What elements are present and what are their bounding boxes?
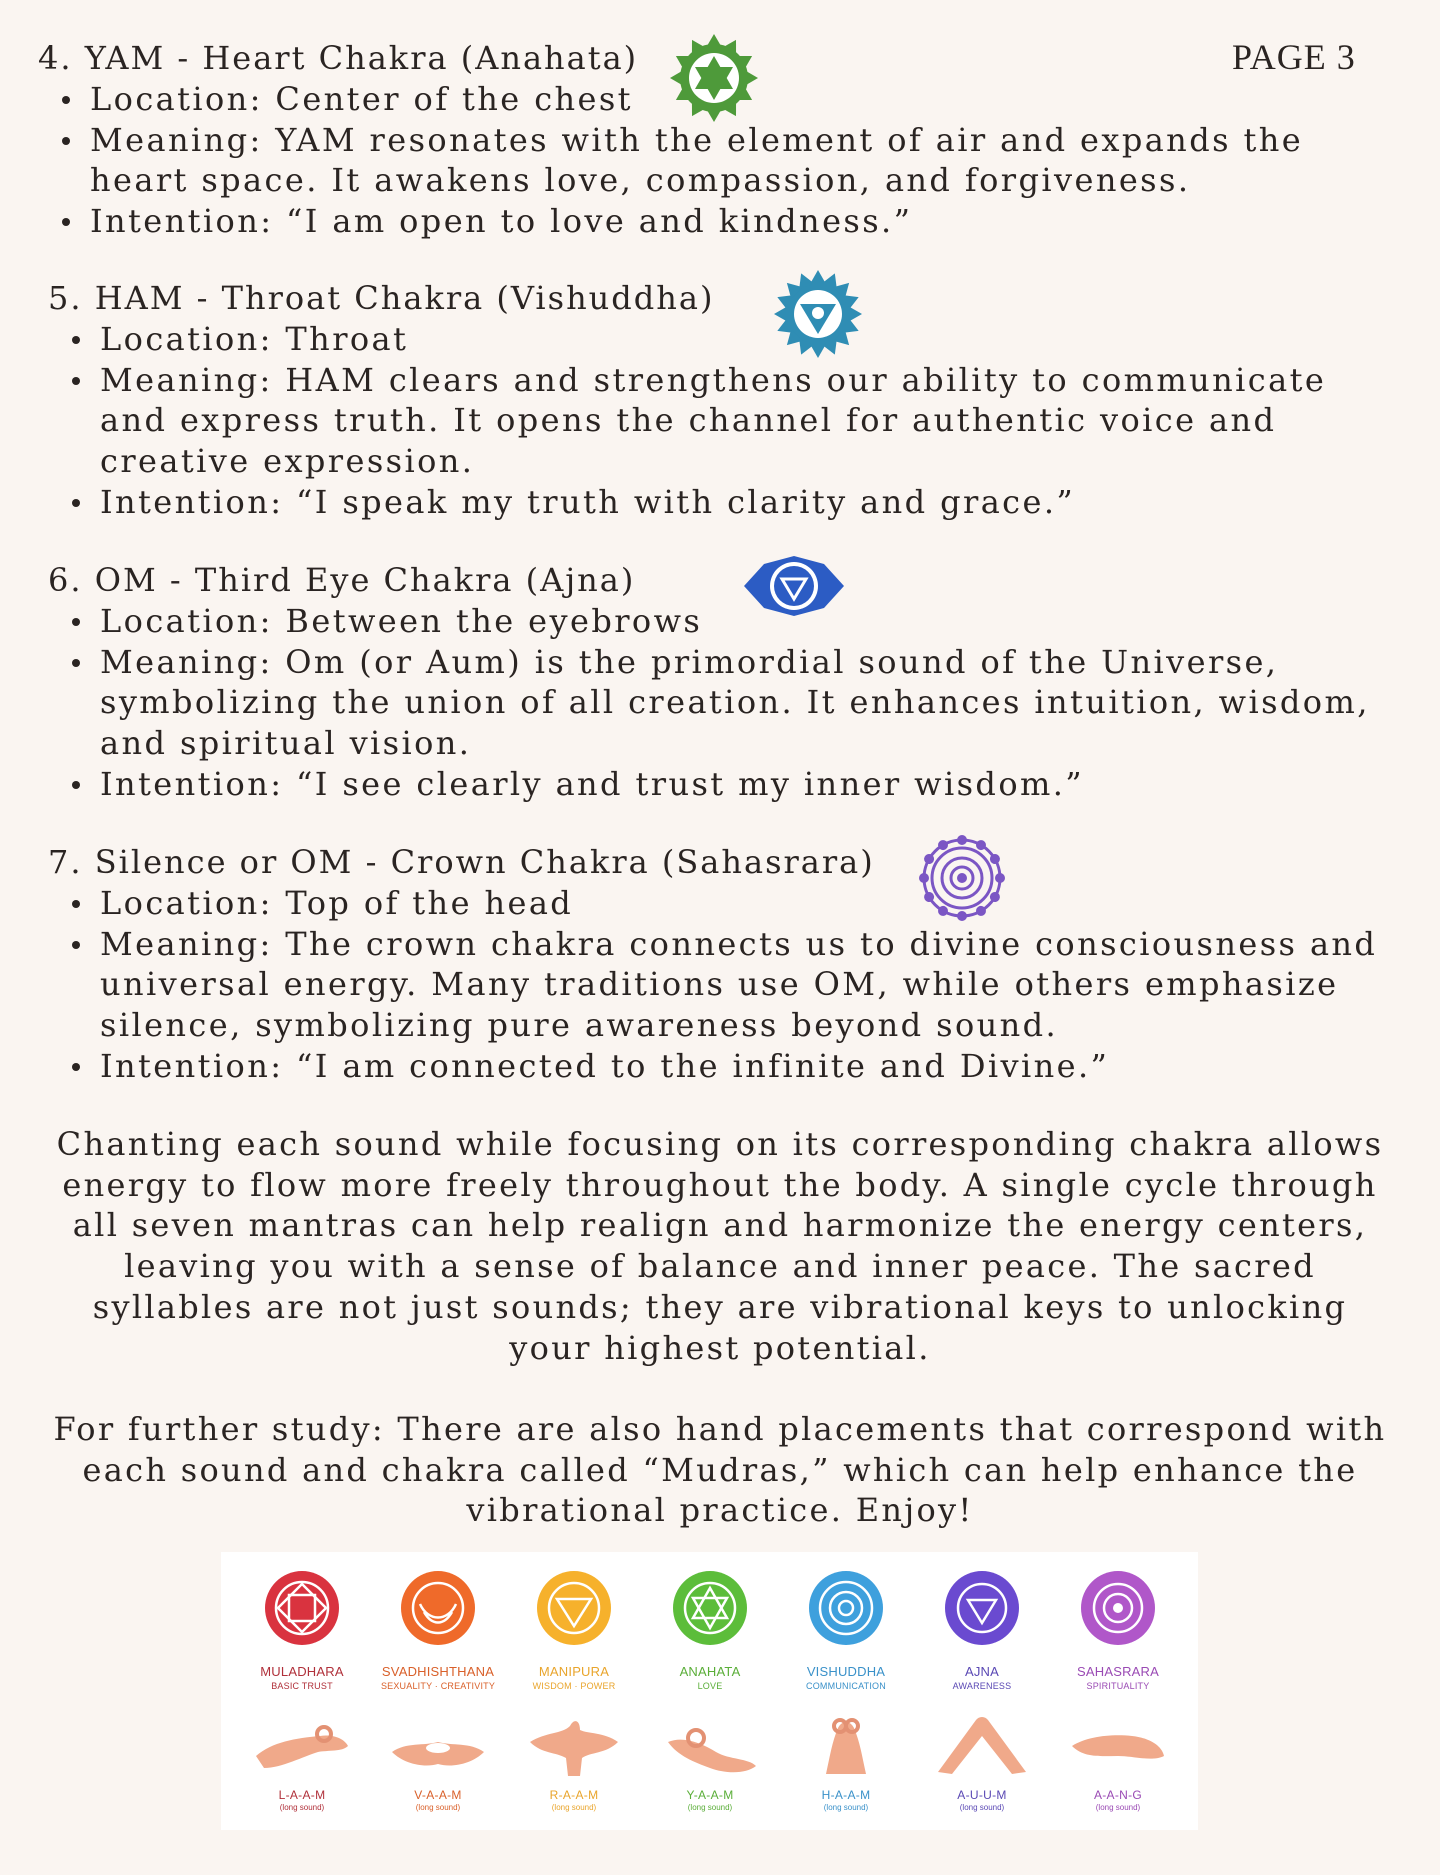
- sahasrara-mudra-hand-icon: [1068, 1712, 1168, 1778]
- chart-sound-sub: (long sound): [551, 1803, 597, 1812]
- chart-sublabel: COMMUNICATION: [806, 1681, 886, 1691]
- chart-label: SVADHISHTHANA: [381, 1664, 495, 1679]
- list-item: Intention: “I speak my truth with clarity and grace.”: [63, 482, 1326, 523]
- chart-sound: L-A-A-M: [278, 1788, 326, 1802]
- chart-sound: A-A-N-G: [1093, 1788, 1143, 1802]
- list-item: Meaning: HAM clears and strengthens our ability to communicate and express truth. It opens the channel for authentic voice and creative expression.: [63, 360, 1326, 482]
- section-title-throat-chakra: 5. HAM - Throat Chakra (Vishuddha): [48, 279, 715, 317]
- chart-sound-sub: (long sound): [279, 1803, 325, 1812]
- section-list-third-eye-chakra: [63, 601, 1370, 805]
- chart-sound: Y-A-A-M: [686, 1788, 734, 1802]
- manipura-icon: [536, 1570, 612, 1646]
- chart-label: MULADHARA: [260, 1664, 344, 1679]
- chart-sound-sub: (long sound): [1095, 1803, 1141, 1812]
- chart-sublabel: BASIC TRUST: [271, 1681, 333, 1691]
- vishuddha-icon: [808, 1570, 884, 1646]
- chart-label: ANAHATA: [679, 1664, 741, 1679]
- list-item: Location: Center of the chest: [53, 79, 1303, 120]
- list-item: Meaning: The crown chakra connects us to divine consciousness and universal energy. Many traditions use OM, while others emphasize silence, symbolizing pure awareness beyond sound.: [63, 924, 1377, 1046]
- svadhishthana-icon: [400, 1570, 476, 1646]
- section-title-crown-chakra: 7. Silence or OM - Crown Chakra (Sahasrara): [48, 843, 875, 881]
- chart-sublabel: SEXUALITY · CREATIVITY: [380, 1681, 496, 1691]
- chart-label: VISHUDDHA: [806, 1664, 886, 1679]
- list-item: Meaning: Om (or Aum) is the primordial sound of the Universe, symbolizing the union of all creation. It enhances intuition, wisdom, and spiritual vision.: [63, 642, 1370, 764]
- list-item: Location: Top of the head: [63, 883, 1377, 924]
- vishuddha-mudra-hand-icon: [796, 1712, 896, 1778]
- chart-sublabel: SPIRITUALITY: [1086, 1681, 1150, 1691]
- chart-label: SAHASRARA: [1077, 1664, 1159, 1679]
- chart-sound-sub: (long sound): [959, 1803, 1005, 1812]
- chakra-mudra-chart: [221, 1552, 1198, 1830]
- chart-sound: H-A-A-M: [821, 1788, 871, 1802]
- manipura-mudra-hand-icon: [524, 1712, 624, 1778]
- chart-label: MANIPURA: [538, 1664, 610, 1679]
- anahata-mudra-hand-icon: [660, 1712, 760, 1778]
- ajna-icon: [944, 1570, 1020, 1646]
- further-study-paragraph: For further study: There are also hand placements that correspond with each sound and chakra called “Mudras,” which can help enhance the vibrational practice. Enjoy!: [53, 1410, 1387, 1530]
- chart-sound-sub: (long sound): [687, 1803, 733, 1812]
- sahasrara-icon: [1080, 1570, 1156, 1646]
- list-item: Location: Between the eyebrows: [63, 601, 1370, 642]
- chart-sublabel: AWARENESS: [952, 1681, 1012, 1691]
- list-item: Intention: “I see clearly and trust my inner wisdom.”: [63, 764, 1370, 805]
- muladhara-mudra-hand-icon: [252, 1712, 352, 1778]
- list-item: Location: Throat: [63, 319, 1326, 360]
- chart-sound: R-A-A-M: [549, 1788, 599, 1802]
- chart-sound: A-U-U-M: [957, 1788, 1007, 1802]
- list-item: Intention: “I am open to love and kindness.”: [53, 201, 1303, 242]
- list-item: Intention: “I am connected to the infinite and Divine.”: [63, 1046, 1377, 1087]
- page-number: PAGE 3: [1232, 37, 1356, 77]
- svadhishthana-mudra-hand-icon: [388, 1712, 488, 1778]
- list-item: Meaning: YAM resonates with the element of air and expands the heart space. It awakens love, compassion, and forgiveness.: [53, 120, 1303, 201]
- section-list-crown-chakra: [63, 883, 1377, 1087]
- section-list-throat-chakra: [63, 319, 1326, 523]
- closing-paragraph: Chanting each sound while focusing on its corresponding chakra allows energy to flow more freely throughout the body. A single cycle through all seven mantras can help realign and harmonize the energy centers, leaving you with a sense of balance and inner peace. The sacred syllables are not just sounds; they are vibrational keys to unlocking your highest potential.: [56, 1125, 1384, 1367]
- section-title-heart-chakra: 4. YAM - Heart Chakra (Anahata): [38, 39, 639, 77]
- chart-sublabel: WISDOM · POWER: [532, 1681, 616, 1691]
- muladhara-icon: [264, 1570, 340, 1646]
- ajna-mudra-hand-icon: [932, 1712, 1032, 1778]
- chart-sound: V-A-A-M: [414, 1788, 462, 1802]
- chart-label: AJNA: [964, 1664, 1000, 1679]
- section-title-third-eye-chakra: 6. OM - Third Eye Chakra (Ajna): [48, 561, 636, 599]
- chart-sound-sub: (long sound): [415, 1803, 461, 1812]
- section-list-heart-chakra: [53, 79, 1303, 242]
- anahata-icon: [672, 1570, 748, 1646]
- chart-sublabel: LOVE: [697, 1681, 723, 1691]
- chart-sound-sub: (long sound): [823, 1803, 869, 1812]
